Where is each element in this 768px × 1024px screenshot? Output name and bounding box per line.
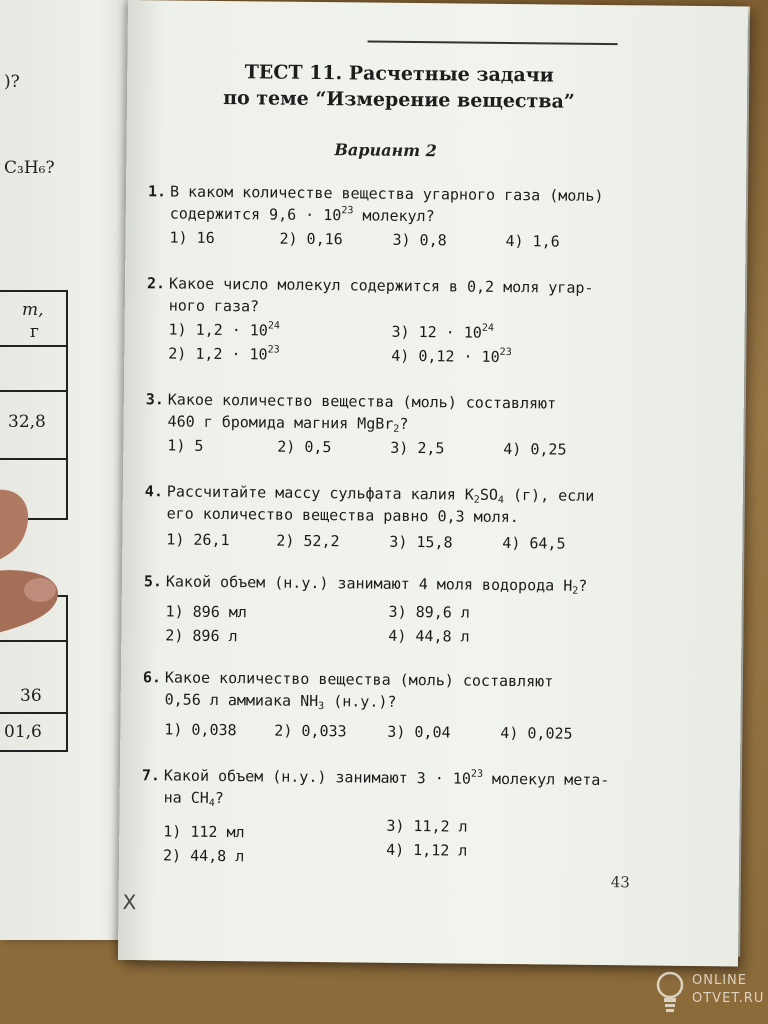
table-header-m: m,: [22, 300, 44, 320]
question-6: [143, 666, 554, 714]
watermark-line-2: OTVET.RU: [692, 991, 765, 1006]
question-text: на CH: [163, 788, 209, 807]
answer-option[interactable]: 4) 44,8 л: [388, 626, 470, 646]
question-text: (н.у.)?: [324, 692, 397, 711]
table-line: [0, 390, 68, 392]
answer-option[interactable]: 1) 112 мл: [163, 822, 245, 842]
question-text: ?: [399, 414, 409, 433]
question-1: [148, 180, 604, 229]
top-rule: [368, 41, 618, 46]
question-text: (г), если: [503, 485, 595, 505]
question-number: 6.: [142, 668, 162, 687]
left-fragment-2: C₃H₆?: [4, 158, 55, 178]
table-line: [0, 712, 68, 714]
answer-option[interactable]: 4) 0,025: [500, 723, 573, 743]
option-text: 2) 1,2 · 10: [168, 344, 268, 364]
finger-image: [0, 480, 90, 680]
answer-option[interactable]: 1) 896 мл: [165, 602, 247, 622]
answer-option[interactable]: 3) 2,5: [390, 438, 445, 458]
subscript: 2: [473, 494, 480, 506]
left-fragment-1: )?: [4, 72, 20, 92]
exponent: 24: [481, 322, 494, 334]
exponent: 24: [267, 320, 281, 332]
question-text: SO: [479, 485, 499, 504]
subscript: 2: [572, 585, 579, 597]
answer-option[interactable]: 3) 0,8: [392, 230, 447, 250]
test-title: ТЕСТ 11. Расчетные задачи: [244, 61, 554, 87]
question-text: ?: [578, 576, 588, 595]
lightbulb-icon: [654, 970, 686, 1014]
question-text: 0,56 л аммиака NH: [164, 690, 319, 711]
question-4: [145, 480, 595, 529]
answer-option[interactable]: 2) 0,033: [274, 721, 347, 741]
question-7: [142, 764, 610, 813]
answer-option[interactable]: 3) 89,6 л: [388, 602, 470, 622]
question-text: молекул?: [353, 206, 435, 226]
exponent: 23: [341, 205, 354, 217]
answer-option[interactable]: 3) 11,2 л: [386, 816, 468, 836]
answer-option[interactable]: 2) 52,2: [276, 531, 340, 551]
answer-option[interactable]: 3) 15,8: [389, 532, 453, 552]
question-text: ?: [214, 788, 224, 808]
answer-option[interactable]: [168, 320, 280, 339]
question-number: 5.: [143, 572, 163, 591]
question-text: Рассчитайте массу сульфата калия K: [166, 482, 474, 504]
question-number: 4.: [144, 482, 164, 501]
answer-option[interactable]: [168, 344, 280, 363]
answer-option[interactable]: 2) 0,5: [277, 437, 332, 457]
question-5: [144, 570, 588, 597]
table-cell: 01,6: [4, 722, 42, 742]
answer-option[interactable]: 4) 0,25: [503, 439, 567, 459]
question-text: содержится 9,6 · 10: [169, 204, 342, 225]
question-number: 3.: [145, 390, 164, 409]
table-line: [0, 458, 68, 460]
exponent: 23: [267, 344, 280, 356]
answer-option[interactable]: [391, 347, 512, 366]
table-header-g: г: [30, 322, 39, 342]
answer-option[interactable]: 4) 1,6: [505, 231, 560, 251]
answer-option[interactable]: 2) 44,8 л: [162, 846, 245, 866]
question-number: 1.: [147, 182, 167, 201]
exponent: 23: [470, 768, 484, 780]
subscript: 4: [208, 797, 215, 809]
table-line: [0, 345, 68, 347]
table-line: [0, 750, 68, 752]
option-text: 1) 1,2 · 10: [168, 320, 268, 340]
page-number: 43: [610, 873, 630, 892]
question-text: ного газа?: [168, 296, 260, 316]
question-text: Какой объем (н.у.) занимают 4 моля водорода H: [165, 572, 573, 595]
question-text: Какое количество вещества (моль) составляют: [164, 668, 554, 691]
answer-option[interactable]: 1) 26,1: [166, 530, 230, 550]
question-text: 460 г бромида магния MgBr: [167, 412, 394, 433]
answer-option[interactable]: 1) 5: [167, 436, 204, 455]
answer-option[interactable]: 1) 16: [169, 228, 215, 247]
test-subtitle: по теме “Измерение вещества”: [223, 87, 575, 113]
right-page: [118, 0, 748, 966]
variant-label: Вариант 2: [334, 140, 437, 161]
question-text: Какое число молекул содержится в 0,2 моля угар-: [168, 274, 594, 297]
answer-option[interactable]: 1) 0,038: [164, 720, 237, 740]
subscript: 3: [318, 701, 325, 713]
answer-option[interactable]: 3) 0,04: [387, 722, 451, 742]
question-text: В каком количестве вещества угарного газа (моль): [169, 182, 604, 205]
question-3: [145, 388, 556, 436]
table-cell: 36: [20, 686, 42, 706]
question-number: 2.: [146, 274, 166, 293]
answer-option[interactable]: 4) 64,5: [502, 533, 566, 553]
option-text: 4) 0,12 · 10: [391, 346, 500, 366]
answer-option[interactable]: 2) 896 л: [165, 626, 238, 646]
answer-option[interactable]: 4) 1,12 л: [386, 840, 468, 860]
question-text: молекул мета-: [482, 769, 610, 790]
subscript: 2: [393, 423, 400, 435]
answer-option[interactable]: [391, 323, 494, 342]
watermark-line-1: ONLINE: [692, 973, 747, 988]
subscript: 4: [497, 494, 505, 506]
answer-option[interactable]: 2) 0,16: [279, 229, 343, 249]
question-2: [147, 272, 594, 321]
question-text: Какое количество вещества (моль) составляют: [167, 390, 557, 413]
table-cell: 32,8: [8, 412, 46, 432]
question-text: его количество вещества равно 0,3 моля.: [166, 504, 519, 527]
option-text: 3) 12 · 10: [391, 322, 482, 342]
pencil-mark: Х: [122, 889, 137, 915]
table-line: [0, 290, 68, 292]
question-text: Какой объем (н.у.) занимают 3 · 10: [163, 766, 472, 788]
exponent: 23: [499, 346, 512, 359]
question-number: 7.: [141, 766, 161, 785]
watermark: [654, 966, 764, 1020]
